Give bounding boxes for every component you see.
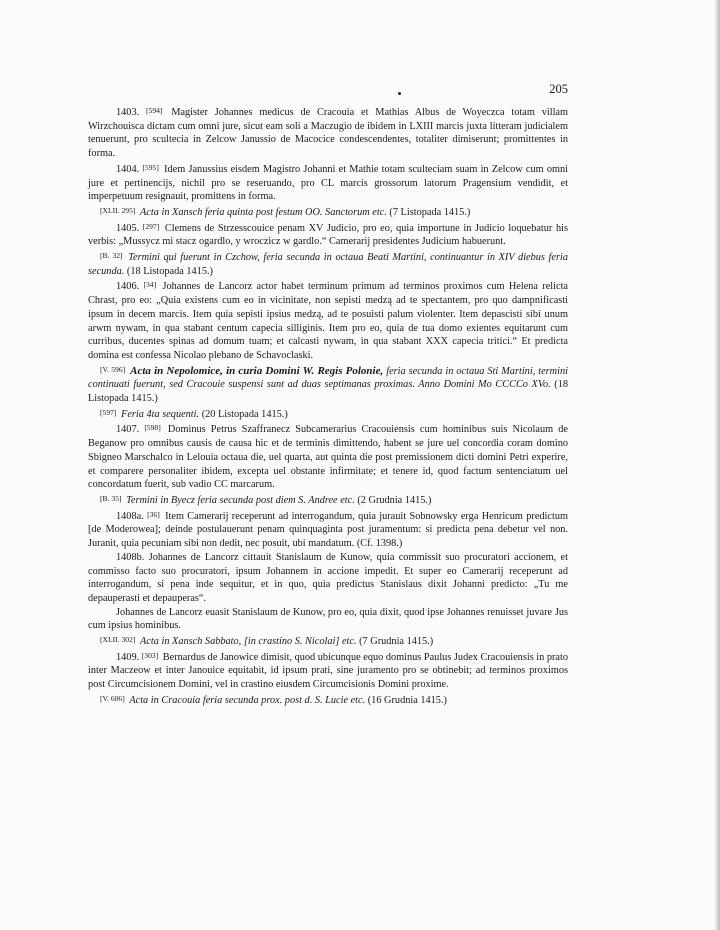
entry-text: Johannes de Lancorz cittauit Stanislaum de Kunow, quia commissit suo procuratori accionem, et commisso facto suo procuratori, ipsum Johannem in accione impedit. Et super eo Camerarij receperunt ad interrogandum, si pena inde sequitur, et in quo, quia predictus Stanislaus dixit Johanni predicto: „Tu me depauperasti et depauperas“.: [88, 551, 568, 604]
heading-text: Acta in Xansch feria quinta post festum OO. Sanctorum etc.: [140, 206, 387, 218]
heading-date: (7 Grudnia 1415.): [359, 636, 434, 648]
heading-reference: [597]: [100, 407, 117, 417]
page-number: 205: [549, 82, 568, 96]
entry-text: Bernardus de Janowice dimisit, quod ubicunque equo dominus Paulus Judex Cracouiensis in prato inter Maczeow et inter Janouice equitabit, id ipsum prati, sine juramento pro se obtinebit; ad terminos proximos post Circumcisionem Domini, vel in crastino eiusdem Circumcisionis Domini proxime.: [88, 651, 569, 691]
session-heading: [88, 406, 568, 422]
entry-1404: [88, 161, 568, 204]
entry-continuation: [88, 606, 568, 633]
ink-dot: [398, 92, 401, 95]
heading-reference: [V. 606]: [100, 693, 125, 703]
entry-number: 1408b.: [116, 551, 145, 563]
heading-bold-text: Acta in Nepolomice, in curia Domini W. Regis Polonie,: [130, 364, 384, 377]
heading-date: (20 Listopada 1415.): [201, 408, 288, 420]
entry-reference: [598]: [144, 423, 161, 433]
entry-number: 1407.: [116, 424, 140, 436]
heading-reference: [B. 35]: [100, 493, 122, 503]
entry-number: 1406.: [116, 281, 140, 293]
entry-number: 1403.: [116, 107, 140, 118]
session-heading: [88, 492, 568, 508]
entry-reference: [595]: [142, 162, 159, 172]
entry-number: 1408a.: [116, 510, 144, 522]
entry-1406: [88, 278, 568, 362]
entry-reference: [594]: [146, 106, 163, 115]
session-heading: [88, 633, 568, 649]
entry-text: Dominus Petrus Szaffranecz Subcamerarius Cracouiensis cum hominibus suis Nicolaum de Beganow pro omnibus causis de causa hic et de terminis dimittendo, habent se jure uel concordia coram domino Sbigneo Marschalco in Lelouia octaua die, uel quarta, aut quinta die post premissionem dicti domini Petri experire, et comparere personaliter ibidem, excepta uel obstante infirmitate; et tenere id, quod factum sentenciatum uel concordatum fuerit, sub vadio CC marcarum.: [88, 424, 568, 491]
heading-date: (18 Listopada 1415.): [88, 379, 568, 405]
heading-reference: [V. 596]: [100, 364, 126, 374]
heading-text: Termini qui fuerunt in Czchow, feria secunda in octaua Beati Martini, continuantur in XIV diebus feria secunda.: [88, 252, 569, 277]
heading-date: (16 Grudnia 1415.): [367, 694, 447, 706]
heading-date: (2 Grudnia 1415.): [357, 494, 432, 506]
entry-number: 1409.: [116, 651, 140, 663]
entry-1408b: [88, 551, 568, 606]
heading-text: Acta in Xansch Sabbato, [in crastino S. Nicolai] etc.: [140, 636, 357, 648]
session-heading: [88, 692, 568, 708]
entry-reference: [36]: [147, 509, 160, 519]
entry-text: Idem Janussius eisdem Magistro Johanni et Mathie totam sculteciam suam in Zelcow cum omni jure et pertinencijs, nichil pro se reseruando, pro CL marcis grossorum latorum Pragensium vendidit, et imperpetuum resignauit, promittens in forma.: [88, 163, 569, 203]
heading-date: (7 Listopada 1415.): [389, 206, 471, 218]
entry-text: Johannes de Lancorz actor habet terminum primum ad terminos proximos cum Helena relicta Chrast, pro eo: „Quia existens cum eo in vicinitate, non sepisti medzą ad te spectantem, pro quo dampnificasti ipsum in decem marcis. Item quia sepisti ipsius medzą, ad te posuisti palum violenter. Item depascisti sibi unum arwm nywam, in qua stabant centum capecia silliginis. Item pro eo, quia de tua domo exientes equitarunt cum curribus, ducentes spinas ad domum tuam; et calcasti nywam, in qua stabant XXX capecia tritici.“ Et predicta domina est confessa Nicolao plebano de Schavoclaski.: [88, 281, 569, 361]
heading-reference: [XLII. 302]: [100, 635, 136, 645]
entry-text: Item Camerarij receperunt ad interrogandum, quia jurauit Sobnowsky erga Henricum predictum [de Moderowea]; deinde postulauerunt penam quinquaginta post juramentum: si predicta pena debetur vel non. Juranit, quia pecuniam sibi non dedit, nec posuit, ubi mandatum. (Cf. 1398.): [88, 510, 568, 550]
entry-text: Magister Johannes medicus de Cracouia et Mathias Albus de Woyeczca totam villam Wirzchouisca dictam cum omni jure, sicut eam soli a Maczugio de ibidem in LXIII marcis juxta litteram judicialem tenuerunt, pro scultecia in Zelcow Janussio de Macocice condescendentes, totaliter dimiserunt; promittentes in forma.: [88, 107, 569, 160]
heading-date: (18 Listopada 1415.): [126, 265, 213, 277]
heading-text: Termini in Byecz feria secunda post diem S. Andree etc.: [126, 494, 355, 506]
entry-1409: [88, 649, 568, 692]
entry-number: 1404.: [116, 163, 140, 175]
session-heading: [88, 249, 568, 278]
heading-reference: [B. 32]: [100, 251, 123, 261]
heading-reference: [XLII. 295]: [100, 205, 136, 215]
entry-1403: [88, 104, 568, 161]
entry-1408a: [88, 508, 568, 551]
heading-text: feria secunda in octaua Sti Martini, termini continuati fuerunt, sed Cracouie suspensi sunt ad duas septimanas proximas. Anno Domini Mo CCCCo XVo.: [88, 365, 568, 391]
page-edge-shadow: [714, 0, 720, 930]
document-body: [88, 104, 568, 708]
entry-1405: [88, 220, 568, 249]
entry-reference: [303]: [141, 650, 159, 660]
entry-text: Johannes de Lancorz euasit Stanislaum de Kunow, pro eo, quia dixit, quod ipse Johannes renuisset juvare Jus cum ipsius hominibus.: [88, 606, 568, 632]
entry-reference: [297]: [142, 221, 160, 231]
entry-number: 1405.: [116, 222, 140, 234]
heading-text: Acta in Cracouia feria secunda prox. post d. S. Lucie etc.: [129, 694, 366, 706]
entry-1407: [88, 421, 568, 492]
session-heading: [88, 204, 568, 220]
heading-text: Feria 4ta sequenti.: [121, 408, 200, 420]
session-heading-major: [88, 363, 568, 406]
entry-reference: [34]: [143, 280, 157, 290]
entry-text: Clemens de Strzesscouice penam XV Judicio, pro eo, quia importune in Judicio loquebatur his verbis: „Mussycz mi stacz ogardlo, y wroczicz w gardlo.“ Camerarij presidentes Judicium habuerunt.: [88, 222, 568, 248]
